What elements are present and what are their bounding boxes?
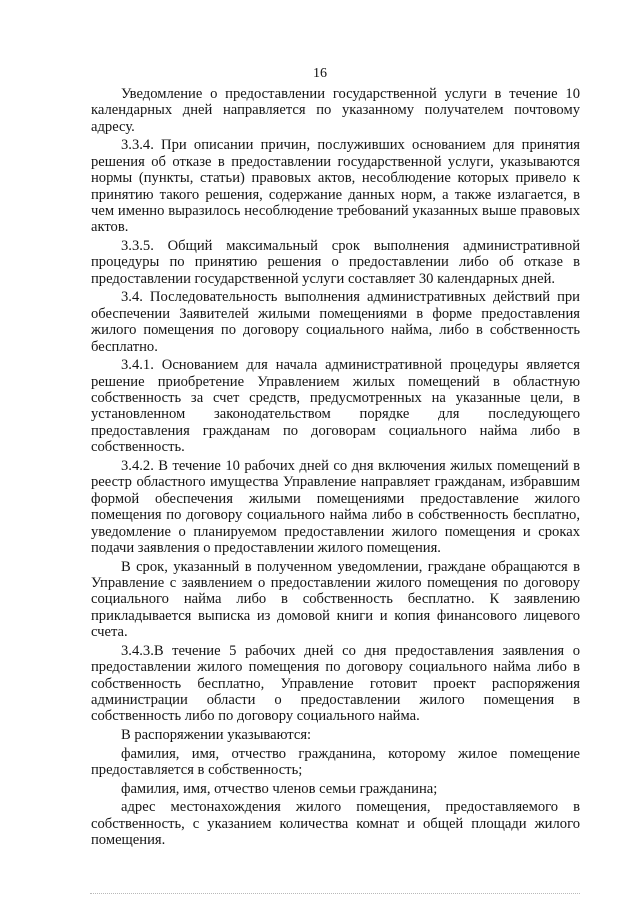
paragraph-3-4-2: 3.4.2. В течение 10 рабочих дней со дня включения жилых помещений в реестр областного имущества Управление направляет гражданам, избравшим формой обеспечения жилыми помещениями предоставление жилого помещения по договору социального найма либо в собственность бесплатно, уведомление о планируемом предоставлении жилого помещения и сроках подачи заявления о предоставлении жилого помещения. — [91, 457, 580, 556]
paragraph-address: адрес местонахождения жилого помещения, предоставляемого в собственность, с указанием количества комнат и общей площади жилого помещения. — [91, 799, 580, 848]
document-body — [91, 86, 580, 851]
paragraph-citizen-name: фамилия, имя, отчество гражданина, которому жилое помещение предоставляется в собственность; — [91, 745, 580, 778]
paragraph-3-4: 3.4. Последовательность выполнения административных действий при обеспечении Заявителей жилыми помещениями в форме предоставления жилого помещения по договору социального найма, либо в собственность бесплатно. — [91, 289, 580, 355]
paragraph-3-3-5: 3.3.5. Общий максимальный срок выполнения административной процедуры по принятию решения о предоставлении либо об отказе в предоставлении государственной услуги составляет 30 календарных дней. — [91, 238, 580, 287]
page-number: 16 — [313, 66, 327, 81]
paragraph-family-names: фамилия, имя, отчество членов семьи гражданина; — [121, 780, 438, 797]
paragraph-application-deadline: В срок, указанный в полученном уведомлении, граждане обращаются в Управление с заявлением о предоставлении жилого помещения по договору социального найма либо в собственность бесплатно. К заявлению прикладывается выписка из домовой книги и копия финансового лицевого счета. — [91, 558, 580, 641]
footer-divider — [90, 893, 580, 894]
paragraph-3-4-1: 3.4.1. Основанием для начала административной процедуры является решение приобретение Управлением жилых помещений в областную собственность за счет средств, предусмотренных на указанные цели, в установленном законодательством порядке для последующего предоставления гражданам по договорам социального найма либо в собственность. — [91, 357, 580, 456]
paragraph-order-contents: В распоряжении указываются: — [121, 726, 312, 743]
paragraph-3-3-4: 3.3.4. При описании причин, послуживших основанием для принятия решения об отказе в предоставлении государственной услуги, указываются нормы (пункты, статьи) правовых актов, несоблюдение которых привело к принятию такого решения, содержание данных норм, а также излагается, в чем именно выразилось несоблюдение требований указанных выше правовых актов. — [91, 137, 580, 236]
paragraph-3-4-3: 3.4.3.В течение 5 рабочих дней со дня предоставления заявления о предоставлении жилого помещения по договору социального найма либо в собственность бесплатно, Управление готовит проект распоряжения администрации области о предоставлении жилого помещения в собственность либо по договору социального найма. — [91, 642, 580, 725]
paragraph-notification: Уведомление о предоставлении государственной услуги в течение 10 календарных дней направляется по указанному получателем почтовому адресу. — [91, 86, 580, 135]
